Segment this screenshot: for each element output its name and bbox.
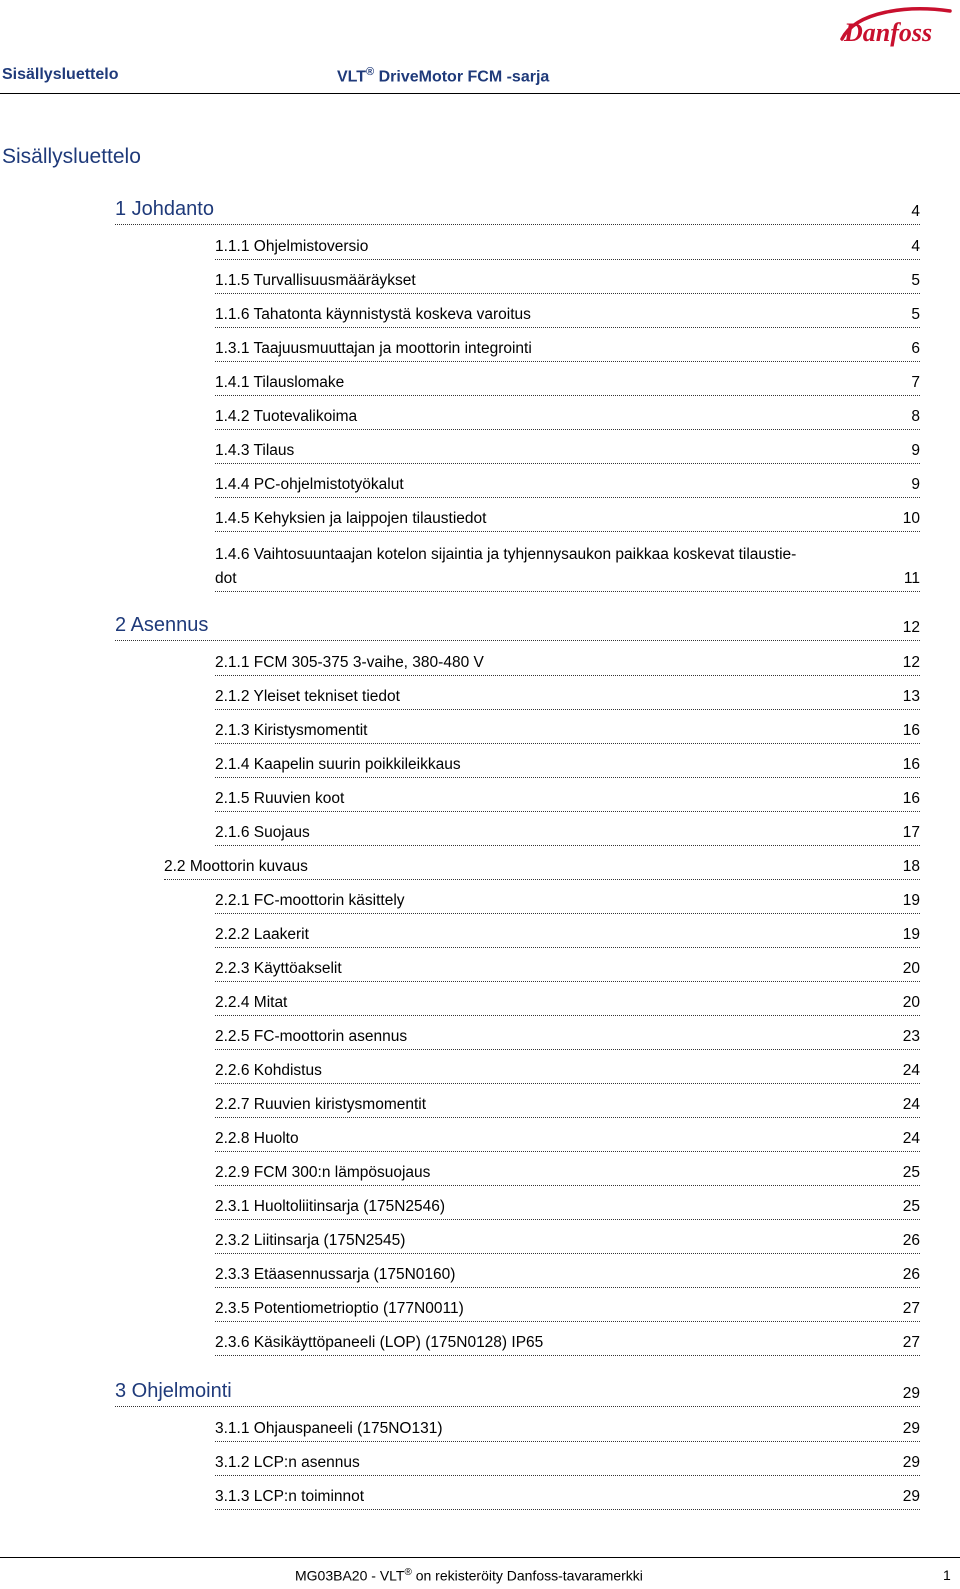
toc-entry-page: 29 [902, 1487, 920, 1505]
toc-entry-page: 25 [902, 1197, 920, 1215]
toc-entry-title: 2.3.6 Käsikäyttöpaneeli (LOP) (175N0128) IP65 [215, 1333, 544, 1351]
toc-entry-page: 19 [902, 891, 920, 909]
toc-entry-page: 24 [902, 1061, 920, 1079]
footer-divider [0, 1557, 960, 1558]
toc-entry[interactable] [215, 301, 920, 328]
footer-text-post: on rekisteröity Danfoss-tavaramerkki [411, 1567, 643, 1584]
page-number: 1 [943, 1567, 951, 1583]
toc-entry-page: 6 [911, 339, 920, 357]
footer-text-pre: MG03BA20 - VLT [295, 1567, 405, 1584]
toc-entry[interactable] [215, 539, 920, 592]
toc-entry-title: 2.1.5 Ruuvien koot [215, 789, 345, 807]
page-title: Sisällysluettelo [2, 145, 141, 168]
toc-entry[interactable] [215, 1057, 920, 1084]
toc-entry[interactable] [215, 955, 920, 982]
toc-entry-page: 17 [902, 823, 920, 841]
toc-entry-page: 8 [911, 407, 920, 425]
toc-entry[interactable] [215, 267, 920, 294]
toc-entry-page: 29 [902, 1384, 920, 1402]
toc-entry[interactable] [215, 233, 920, 260]
toc-entry-title: 3 Ohjelmointi [115, 1380, 232, 1402]
toc-entry-page: 23 [902, 1027, 920, 1045]
toc-entry-page: 4 [911, 237, 920, 255]
toc-entry-page: 12 [902, 653, 920, 671]
toc-entry-title: 2.1.2 Yleiset tekniset tiedot [215, 687, 400, 705]
footer-trademark-text [295, 1567, 643, 1584]
toc-entry-title: 1.1.5 Turvallisuusmääräykset [215, 271, 416, 289]
toc-entry-title: 2.3.5 Potentiometrioptio (177N0011) [215, 1299, 464, 1317]
toc-entry[interactable] [215, 505, 920, 532]
toc-entry-title: 2.3.2 Liitinsarja (175N2545) [215, 1231, 406, 1249]
toc-entry-title: 3.1.2 LCP:n asennus [215, 1453, 360, 1471]
registered-mark: ® [366, 66, 375, 78]
toc-entry-page: 29 [902, 1453, 920, 1471]
doc-title-post: DriveMotor FCM -sarja [374, 68, 550, 86]
toc-entry-page: 12 [902, 618, 920, 636]
toc-entry-title: 2.2.5 FC-moottorin asennus [215, 1027, 408, 1045]
toc-entry-title: 1.4.5 Kehyksien ja laippojen tilaustiedot [215, 509, 487, 527]
toc-entry-title: 2.1.1 FCM 305-375 3-vaihe, 380-480 V [215, 653, 484, 671]
toc-entry[interactable] [215, 683, 920, 710]
toc-entry-title: 3.1.3 LCP:n toiminnot [215, 1487, 365, 1505]
toc-entry[interactable] [215, 989, 920, 1016]
header-divider [0, 93, 960, 94]
toc-entry-title: 2.2.2 Laakerit [215, 925, 309, 943]
danfoss-logo [838, 3, 958, 49]
toc-entry[interactable] [215, 403, 920, 430]
toc-entry-title: 1.4.2 Tuotevalikoima [215, 407, 358, 425]
toc-entry-page: 16 [902, 721, 920, 739]
toc-entry-title: 1.4.3 Tilaus [215, 441, 295, 459]
toc-entry[interactable] [215, 1449, 920, 1476]
toc-entry[interactable] [215, 717, 920, 744]
doc-title-pre: VLT [337, 68, 367, 86]
toc-entry-page: 10 [902, 509, 920, 527]
toc-entry-page: 29 [902, 1419, 920, 1437]
toc-entry-title: 2.2.7 Ruuvien kiristysmomentit [215, 1095, 427, 1113]
toc-entry-page: 11 [903, 569, 920, 587]
toc-entry-page: 9 [911, 441, 920, 459]
toc-entry-title: 1.4.4 PC-ohjelmistotyökalut [215, 475, 404, 493]
toc-entry-title: 2 Asennus [115, 614, 209, 636]
toc-entry-title: 2.1.3 Kiristysmomentit [215, 721, 368, 739]
toc-entry-page: 7 [911, 373, 920, 391]
toc-entry[interactable] [215, 1193, 920, 1220]
toc-entry[interactable] [215, 887, 920, 914]
toc-entry-title: 1.3.1 Taajuusmuuttajan ja moottorin integrointi [215, 339, 532, 357]
toc-entry-title-line-1: 1.4.6 Vaihtosuuntaajan kotelon sijaintia ja tyhjennysaukon paikkaa koskevat tilaustie- [215, 545, 797, 563]
toc-entry-page: 4 [911, 202, 920, 220]
toc-entry-page: 26 [902, 1265, 920, 1283]
toc-entry-page: 5 [911, 305, 920, 323]
toc-entry[interactable] [215, 471, 920, 498]
toc-entry-title: 1.4.1 Tilauslomake [215, 373, 345, 391]
toc-entry-title: 1.1.1 Ohjelmistoversio [215, 237, 369, 255]
toc-entry-page: 24 [902, 1095, 920, 1113]
toc-entry-title [215, 546, 796, 587]
toc-entry-title: 2.2.4 Mitat [215, 993, 288, 1011]
toc-entry-page: 13 [902, 687, 920, 705]
toc-entry[interactable] [215, 1261, 920, 1288]
toc-entry-title: 1 Johdanto [115, 198, 214, 220]
toc-entry[interactable] [215, 1159, 920, 1186]
toc-entry[interactable] [215, 751, 920, 778]
toc-entry[interactable] [215, 785, 920, 812]
toc-entry[interactable] [215, 1329, 920, 1356]
toc-entry-title: 2.2.8 Huolto [215, 1129, 299, 1147]
toc-entry-title-line-2: dot [215, 569, 237, 587]
toc-entry-page: 24 [902, 1129, 920, 1147]
toc-entry-title: 2.1.4 Kaapelin suurin poikkileikkaus [215, 755, 461, 773]
toc-entry[interactable] [215, 437, 920, 464]
toc-entry-title: 2.2 Moottorin kuvaus [164, 857, 308, 875]
toc-entry[interactable] [215, 1295, 920, 1322]
toc-entry-title: 1.1.6 Tahatonta käynnistystä koskeva varoitus [215, 305, 531, 323]
toc-entry-page: 16 [902, 755, 920, 773]
toc-entry[interactable] [215, 369, 920, 396]
toc-entry[interactable] [215, 1091, 920, 1118]
toc-entry-title: 2.2.6 Kohdistus [215, 1061, 322, 1079]
toc-entry-title: 2.2.9 FCM 300:n lämpösuojaus [215, 1163, 431, 1181]
toc-entry-page: 27 [902, 1333, 920, 1351]
toc-entry[interactable] [215, 1415, 920, 1442]
toc-entry[interactable] [215, 1125, 920, 1152]
toc-entry[interactable] [215, 649, 920, 676]
toc-entry-page: 27 [902, 1299, 920, 1317]
header-section: Sisällysluettelo [2, 66, 119, 83]
toc-entry-title: 2.1.6 Suojaus [215, 823, 310, 841]
toc-entry-page: 16 [902, 789, 920, 807]
toc-entry[interactable] [215, 1227, 920, 1254]
toc-entry[interactable] [215, 921, 920, 948]
toc-entry-title: 2.3.1 Huoltoliitinsarja (175N2546) [215, 1197, 446, 1215]
toc-entry-chapter-3[interactable] [115, 1380, 920, 1407]
toc-entry-page: 18 [902, 857, 920, 875]
toc-entry-title: 2.2.1 FC-moottorin käsittely [215, 891, 405, 909]
toc-entry-page: 20 [902, 959, 920, 977]
toc-entry-title: 2.3.3 Etäasennussarja (175N0160) [215, 1265, 456, 1283]
toc-entry[interactable] [215, 819, 920, 846]
toc-entry-page: 20 [902, 993, 920, 1011]
toc-entry-title: 2.2.3 Käyttöakselit [215, 959, 342, 977]
registered-mark: ® [404, 1567, 412, 1578]
toc-entry[interactable] [215, 1483, 920, 1510]
toc-entry-page: 5 [911, 271, 920, 289]
toc-entry-page: 26 [902, 1231, 920, 1249]
toc-entry[interactable] [215, 335, 920, 362]
toc-entry[interactable] [215, 1023, 920, 1050]
toc-entry-section[interactable] [164, 853, 920, 880]
toc-entry-page: 25 [902, 1163, 920, 1181]
toc-entry-title: 3.1.1 Ohjauspaneeli (175NO131) [215, 1419, 443, 1437]
header-doc-title [337, 66, 549, 86]
toc-entry-chapter-2[interactable] [115, 614, 920, 641]
brand-wordmark: Danfoss [844, 18, 933, 47]
toc-entry-page: 9 [911, 475, 920, 493]
toc-entry-page: 19 [902, 925, 920, 943]
toc-entry-chapter-1[interactable] [115, 198, 920, 225]
